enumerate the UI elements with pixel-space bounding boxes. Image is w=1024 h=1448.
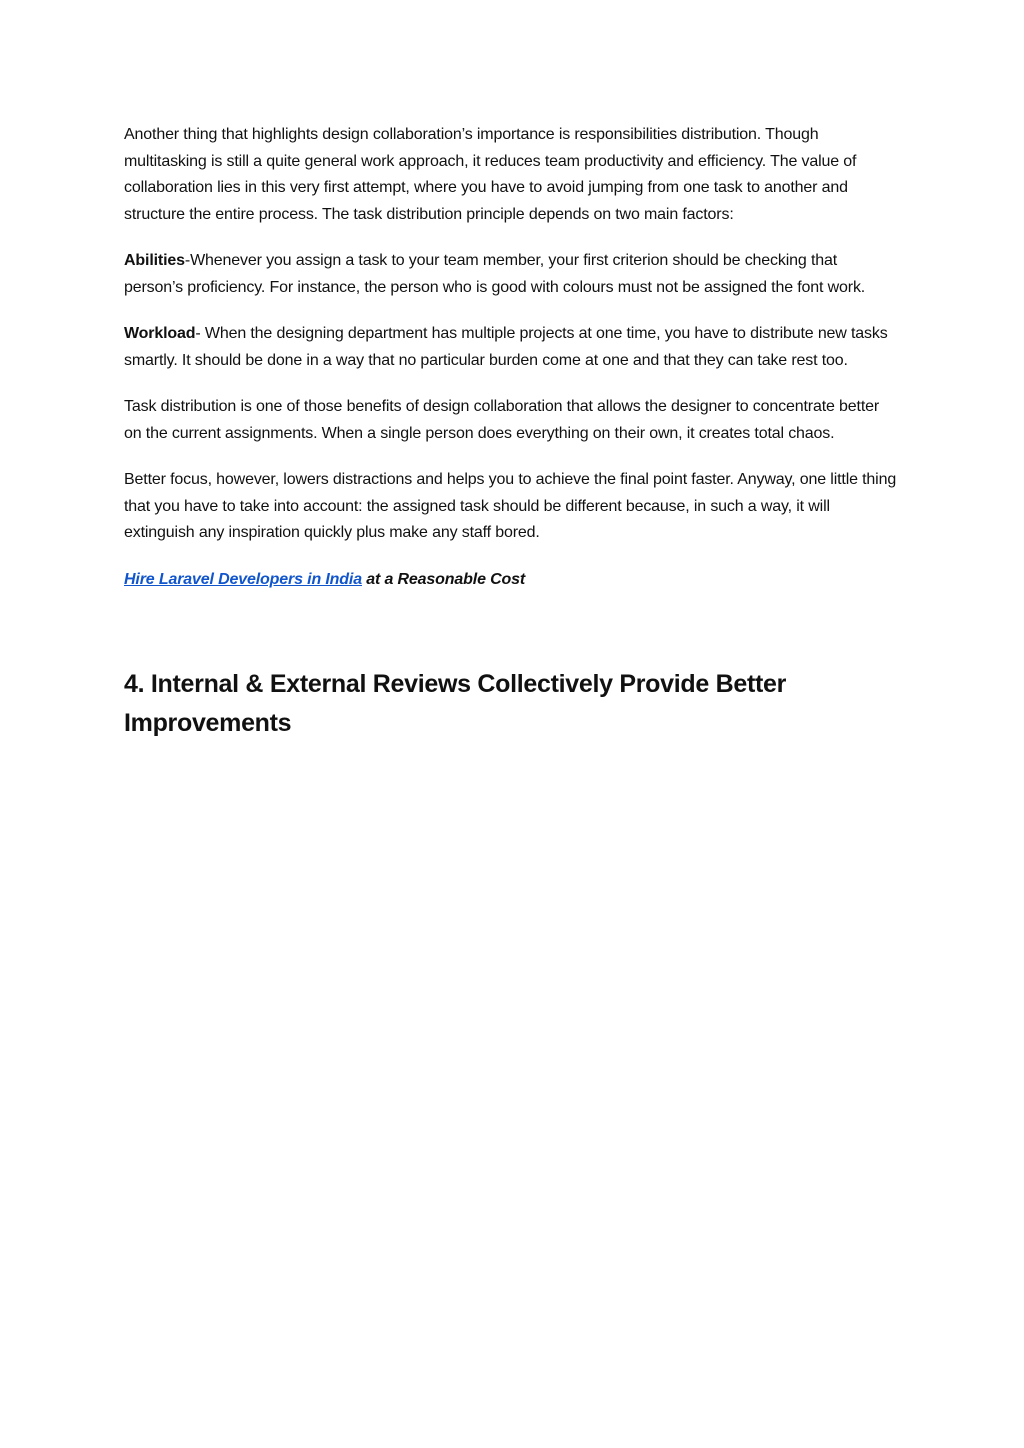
cta-suffix: at a Reasonable Cost xyxy=(361,570,526,588)
workload-paragraph xyxy=(124,321,900,374)
hire-laravel-developers-link[interactable]: Hire Laravel Developers in India xyxy=(124,570,362,588)
workload-text: - When the designing department has multiple projects at one time, you have to distribute new tasks smartly. It should be done in a way that no particular burden come at one and that they can take rest too. xyxy=(124,325,888,369)
abilities-term: Abilities xyxy=(124,252,185,269)
abilities-text: -Whenever you assign a task to your team member, your first criterion should be checking that person’s proficiency. For instance, the person who is good with colours must not be assigned the font work. xyxy=(124,252,866,296)
workload-term: Workload xyxy=(124,325,196,342)
abilities-paragraph xyxy=(124,248,900,301)
better-focus-paragraph: Better focus, however, lowers distractions and helps you to achieve the final point faster. Anyway, one little thing that you have to take into account: the assigned task should be different because, in such a way, it will extinguish any inspiration quickly plus make any staff bored. xyxy=(124,471,897,541)
section-heading: 4. Internal & External Reviews Collectively Provide Better Improvements xyxy=(124,670,787,737)
task-distribution-paragraph: Task distribution is one of those benefits of design collaboration that allows the designer to concentrate better on the current assignments. When a single person does everything on their own, it creates total chaos. xyxy=(124,398,880,442)
intro-paragraph: Another thing that highlights design collaboration’s importance is responsibilities distribution. Though multitasking is still a quite general work approach, it reduces team productivity and efficiency. The value of collaboration lies in this very first attempt, where you have to avoid jumping from one task to another and structure the entire process. The task distribution principle depends on two main factors: xyxy=(124,126,857,223)
document-page xyxy=(124,122,900,743)
cta-line xyxy=(124,567,900,594)
